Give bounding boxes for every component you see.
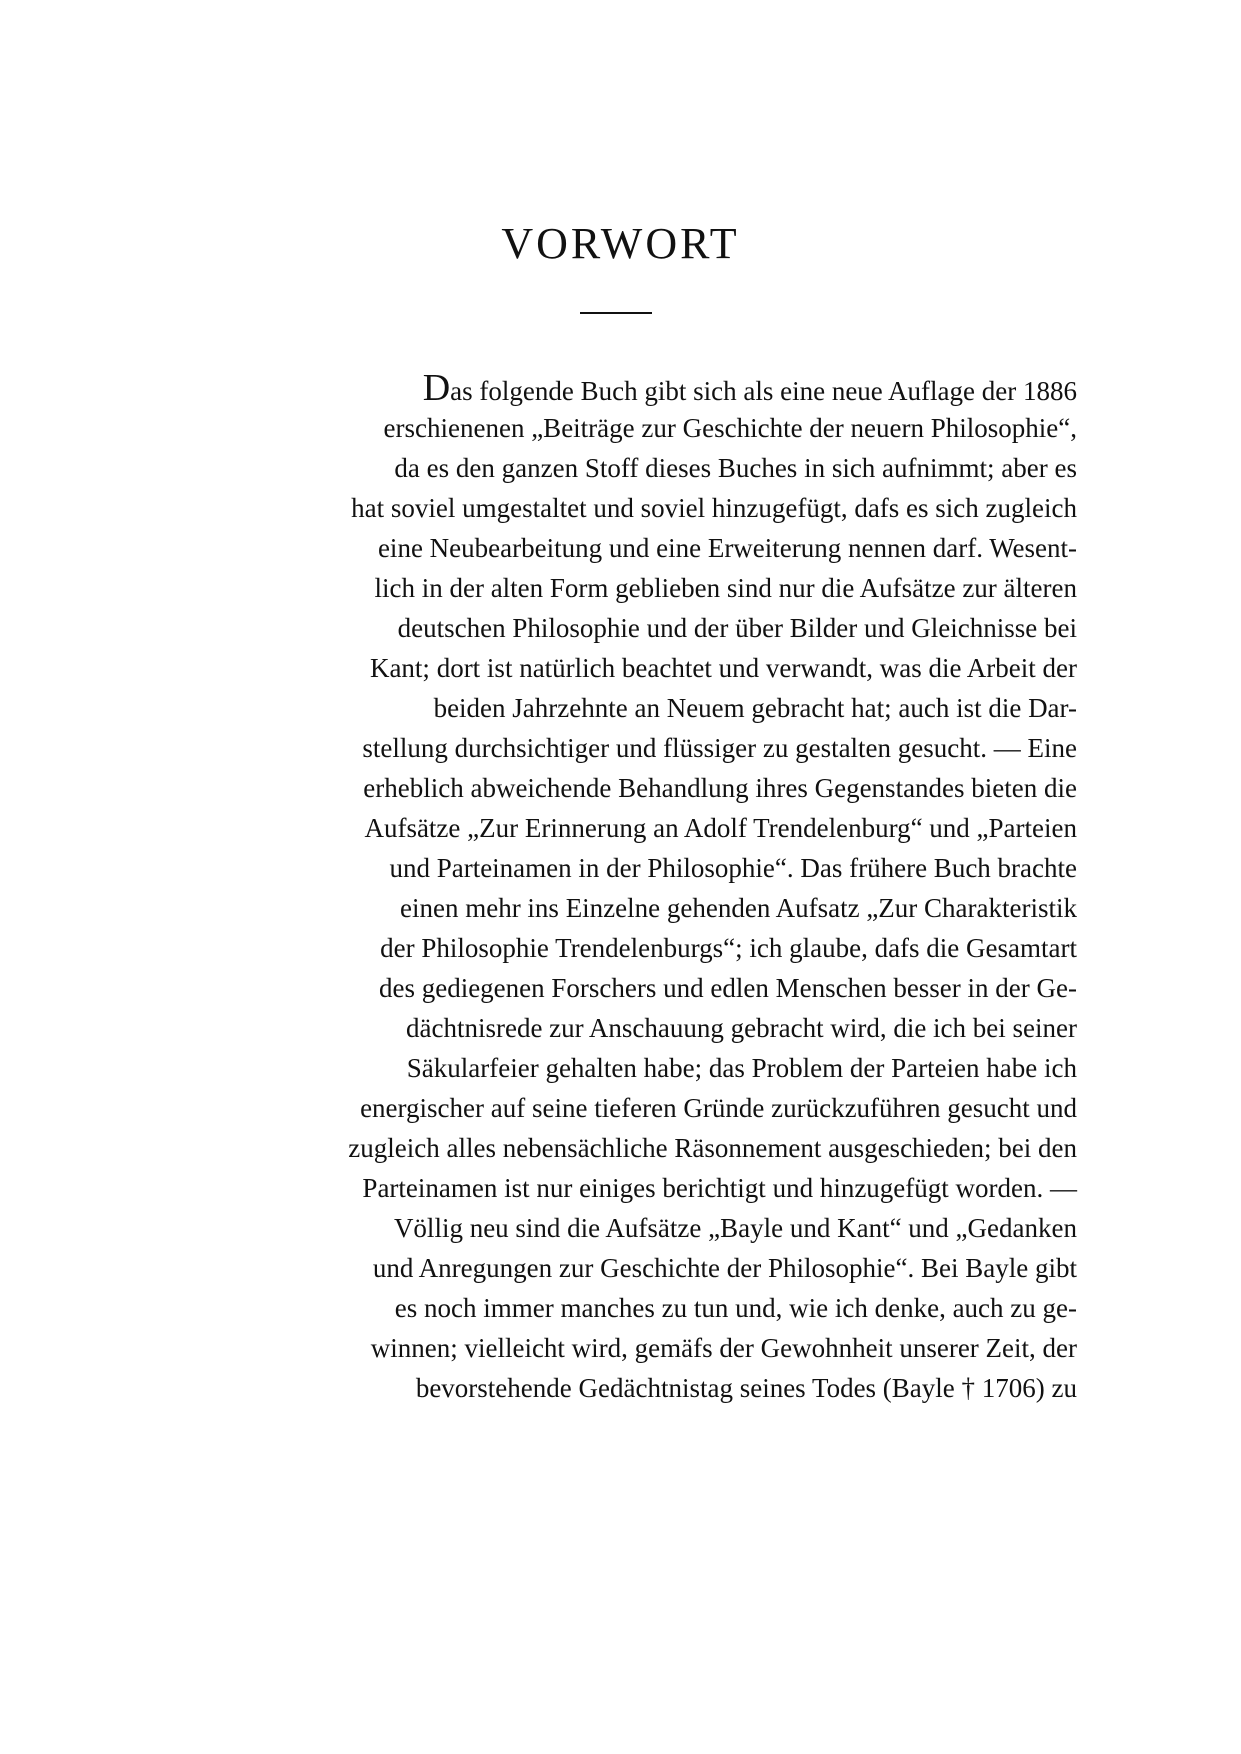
text-line: energischer auf seine tieferen Gründe zurückzuführen gesucht und [360,1093,1077,1123]
text-line: dächtnisrede zur Anschauung gebracht wird, die ich bei seiner [405,1013,1077,1043]
text-line: stellung durchsichtiger und flüssiger zu gestalten gesucht. — Eine [362,733,1077,763]
text-line: Kant; dort ist natürlich beachtet und verwandt, was die Arbeit der [369,653,1077,683]
text-line: deutschen Philosophie und der über Bilder und Gleichnisse bei [397,613,1077,643]
text-line: lich in der alten Form geblieben sind nur die Aufsätze zur älteren [374,573,1077,603]
text-line: erschienenen „Beiträge zur Geschichte der neuern Philosophie“, [383,413,1077,443]
text-line: Säkularfeier gehalten habe; das Problem der Parteien habe ich [406,1053,1077,1083]
text-line: bevorstehende Gedächtnistag seines Todes (Bayle † 1706) zu [415,1373,1077,1403]
text-line: Parteinamen ist nur einiges berichtigt und hinzugefügt worden. — [362,1173,1077,1203]
text-line: eine Neubearbeitung und eine Erweiterung nennen darf. Wesent- [377,533,1077,563]
text-line: und Parteinamen in der Philosophie“. Das frühere Buch brachte [389,853,1077,883]
text-line [423,366,1077,410]
text-line: hat soviel umgestaltet und soviel hinzugefügt, dafs es sich zugleich [351,493,1077,523]
text-line: beiden Jahrzehnte an Neuem gebracht hat; auch ist die Dar- [433,693,1077,723]
text-line: einen mehr ins Einzelne gehenden Aufsatz „Zur Charakteristik [399,893,1077,923]
page-title: VORWORT [501,219,740,268]
text-line: winnen; vielleicht wird, gemäfs der Gewohnheit unserer Zeit, der [370,1333,1077,1363]
text-line: der Philosophie Trendelenburgs“; ich glaube, dafs die Gesamtart [380,933,1077,963]
text-line: des gediegenen Forschers und edlen Menschen besser in der Ge- [378,973,1077,1003]
text-line: Völlig neu sind die Aufsätze „Bayle und Kant“ und „Gedanken [393,1213,1077,1243]
text-line: Aufsätze „Zur Erinnerung an Adolf Trendelenburg“ und „Parteien [364,813,1077,843]
text-line: erheblich abweichende Behandlung ihres Gegenstandes bieten die [363,773,1077,803]
text-line: und Anregungen zur Geschichte der Philosophie“. Bei Bayle gibt [372,1253,1077,1283]
drop-initial: D [422,367,451,409]
first-line-text: as folgende Buch gibt sich als eine neue Auflage der 1886 [450,376,1077,406]
text-line: zugleich alles nebensächliche Räsonnement ausgeschieden; bei den [348,1133,1077,1163]
text-line: es noch immer manches zu tun und, wie ich denke, auch zu ge- [394,1293,1077,1323]
title-rule [580,312,652,314]
text-line: da es den ganzen Stoff dieses Buches in sich aufnimmt; aber es [394,453,1077,483]
